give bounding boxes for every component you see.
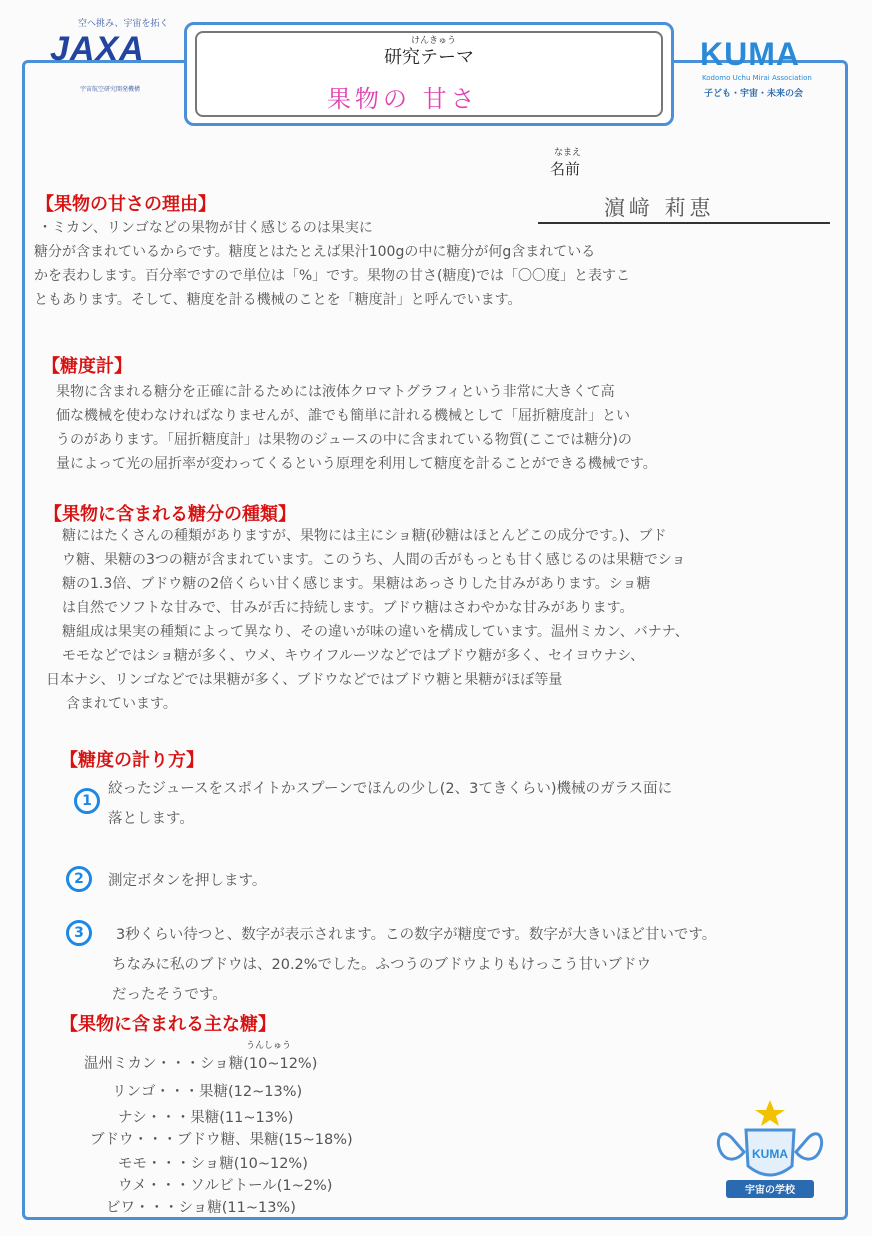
research-theme-label: 研究テーマ — [384, 47, 474, 68]
star-icon — [755, 1100, 785, 1126]
step-line: ちなみに私のブドウは、20.2%でした。ふつうのブドウよりもけっこう甘いブドウ — [112, 957, 652, 973]
sugar-list-item: ビワ・・・ショ糖(11~13%) — [106, 1200, 296, 1216]
meter-line: うのがあります。「屈折糖度計」は果物のジュースの中に含まれている物質(ここでは糖分)の — [56, 432, 632, 448]
step-2-text — [108, 866, 848, 896]
main-sugars-heading: 【果物に含まれる主な糖】 — [60, 1014, 276, 1035]
meter-line: 価な機械を使わなければなりませんが、誰でも簡単に計れる機械として「屈折糖度計」とい — [56, 408, 630, 424]
step-1-text — [108, 774, 848, 834]
types-line: 糖の1.3倍、ブドウ糖の2倍くらい甘く感じます。果糖はあっさりした甘みがあります。ショ糖 — [62, 576, 651, 592]
sugar-list-item: ナシ・・・果糖(11~13%) — [118, 1110, 294, 1126]
reason-line: ともあります。そして、糖度を計る機械のことを「糖度計」と呼んでいます。 — [34, 292, 522, 308]
wing-right-icon — [796, 1134, 822, 1159]
sugar-list-item: リンゴ・・・果糖(12~13%) — [112, 1084, 303, 1100]
types-line: は自然でソフトな甘みで、甘みが舌に持続します。ブドウ糖はさわやかな甘みがあります。 — [62, 600, 634, 616]
types-line: 糖にはたくさんの種類がありますが、果物には主にショ糖(砂糖はほとんどこの成分です。)、ブド — [62, 528, 667, 544]
research-theme-value: 果物の 甘さ — [327, 85, 479, 113]
step-line: 測定ボタンを押します。 — [108, 873, 267, 889]
meter-line: 果物に含まれる糖分を正確に計るためには液体クロマトグラフィという非常に大きくて高 — [56, 384, 615, 400]
types-line: 日本ナシ、リンゴなどでは果糖が多く、ブドウなどではブドウ糖と果糖がほぼ等量 — [46, 672, 563, 688]
wing-left-icon — [718, 1134, 744, 1159]
step-3-text — [108, 920, 848, 1010]
step-2-icon: 2 — [66, 866, 92, 892]
meter-paragraph — [34, 380, 844, 476]
jaxa-org-name: 宇宙航空研究開発機構 — [80, 86, 141, 93]
types-line: 糖組成は果実の種類によって異なり、その違いが味の違いを構成しています。温州ミカン、バナナ、 — [62, 624, 689, 640]
types-line: ウ糖、果糖の3つの糖が含まれています。このうち、人間の舌がもっとも甘く感じるのは果糖でショ — [62, 552, 686, 568]
jaxa-logo: JAXA — [50, 30, 145, 68]
sugar-list-item: 温州ミカン・・・ショ糖(10~12%) — [84, 1056, 318, 1072]
emblem-banner-text: 宇宙の学校 — [745, 1185, 795, 1196]
name-ruby: なまえ — [554, 148, 582, 158]
step-line: 落とします。 — [108, 811, 194, 827]
reason-heading: 【果物の甘さの理由】 — [36, 194, 216, 215]
meter-heading: 【糖度計】 — [42, 356, 132, 377]
name-label: 名前 — [550, 160, 581, 178]
research-theme-box — [184, 22, 674, 126]
reason-paragraph — [34, 216, 844, 312]
space-school-emblem — [712, 1096, 828, 1204]
types-paragraph — [34, 524, 844, 716]
step-line: だったそうです。 — [112, 987, 227, 1003]
kuma-tagline: 子ども・宇宙・未来の会 — [704, 89, 804, 99]
name-value: 濵﨑 莉恵 — [604, 196, 715, 220]
method-heading: 【糖度の計り方】 — [60, 750, 204, 771]
main-sugars-annotation: うんしゅう — [246, 1041, 292, 1051]
reason-line: ・ミカン、リンゴなどの果物が甘く感じるのは果実に — [38, 220, 373, 236]
meter-line: 量によって光の屈折率が変わってくるという原理を利用して糖度を計ることができる機械です。 — [56, 456, 657, 472]
reason-line: 糖分が含まれているからです。糖度とはたとえば果汁100gの中に糖分が何g含まれている — [34, 244, 596, 260]
step-line: 絞ったジュースをスポイトかスプーンでほんの少し(2、3てきくらい)機械のガラス面に — [108, 781, 673, 797]
kuma-logo: KUMA — [700, 36, 800, 72]
jaxa-tagline: 空へ挑み、宇宙を拓く — [78, 19, 169, 29]
step-1-icon: 1 — [74, 788, 100, 814]
step-3-icon: 3 — [66, 920, 92, 946]
step-line: 3秒くらい待つと、数字が表示されます。この数字が糖度です。数字が大きいほど甘いです。 — [116, 927, 717, 943]
title-ruby: けんきゅう — [411, 36, 457, 46]
types-heading: 【果物に含まれる糖分の種類】 — [44, 504, 296, 525]
sugar-list-item: ウメ・・・ソルビトール(1~2%) — [118, 1178, 333, 1194]
kuma-subtitle: Kodomo Uchu Mirai Association — [702, 74, 812, 82]
emblem-badge-text: KUMA — [752, 1147, 788, 1161]
sugar-list-item: モモ・・・ショ糖(10~12%) — [118, 1156, 308, 1172]
sugar-list-item: ブドウ・・・ブドウ糖、果糖(15~18%) — [90, 1132, 353, 1148]
types-line: モモなどではショ糖が多く、ウメ、キウイフルーツなどではブドウ糖が多く、セイヨウナシ、 — [62, 648, 645, 664]
reason-line: かを表わします。百分率ですので単位は「%」です。果物の甘さ(糖度)では「〇〇度」と表すこ — [34, 268, 630, 284]
types-line: 含まれています。 — [66, 696, 177, 712]
